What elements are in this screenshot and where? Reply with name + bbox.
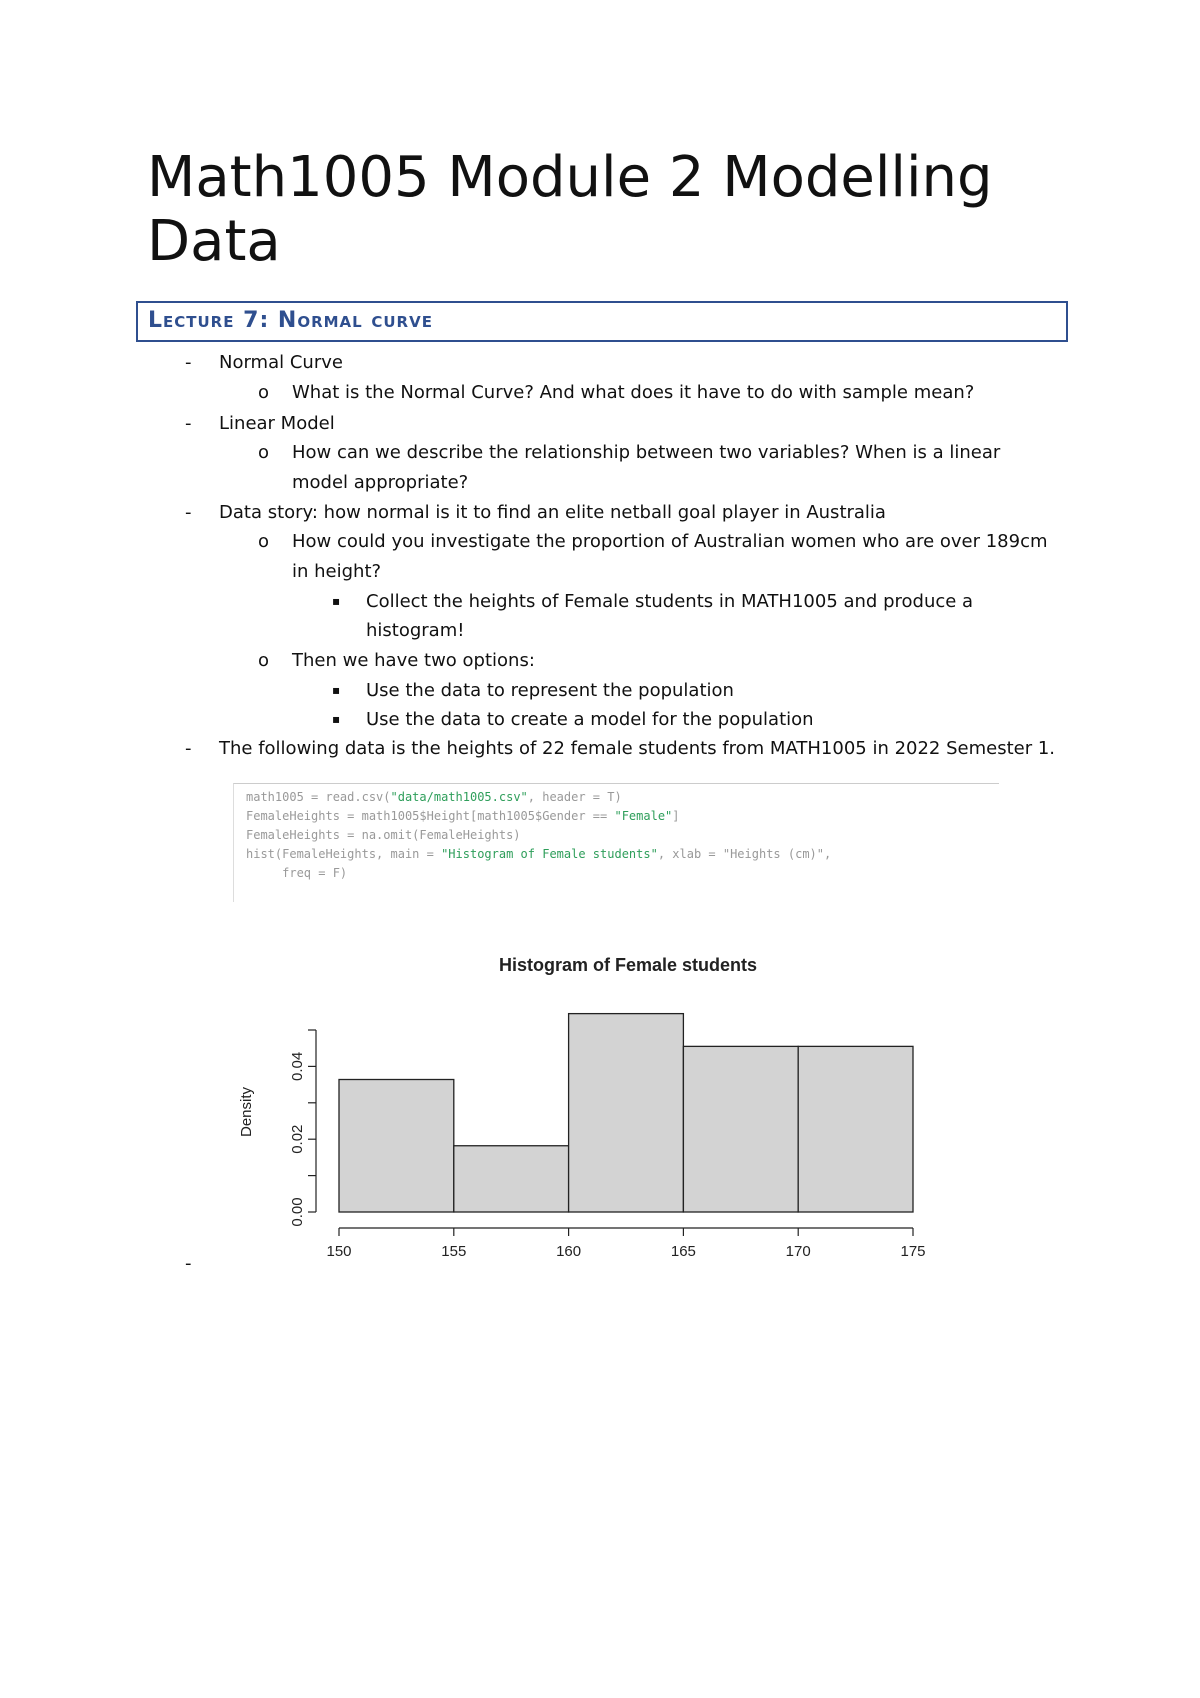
x-tick-label: 155 [441,1243,467,1260]
list-marker: ▪ [332,683,341,697]
code-line: FemaleHeights = na.omit(FemaleHeights) [246,828,521,842]
list-marker: ▪ [332,712,341,726]
list-marker: o [258,650,270,671]
section-heading: Lecture 7: Normal curve [148,308,433,333]
y-axis-label: Density [238,1086,255,1138]
x-tick-label: 150 [326,1243,352,1260]
histogram-chart [218,940,998,1270]
code-line: freq = F) [246,866,348,880]
code-line: math1005 = read.csv("data/math1005.csv", header = T) [246,790,622,804]
y-tick-label: 0.00 [289,1197,306,1227]
list-item-text: in height? [292,561,382,582]
list-marker: o [258,442,270,463]
list-item-text: Linear Model [219,413,335,434]
histogram-bar [683,1046,798,1212]
list-marker: o [258,382,270,403]
chart-title: Histogram of Female students [498,955,758,975]
list-item-text: Use the data to represent the population [366,680,734,701]
list-item-text: How could you investigate the proportion of Australian women who are over 189cm [292,531,1048,552]
list-item-text: Data story: how normal is it to find an elite netball goal player in Australia [219,502,886,523]
list-marker: - [185,738,192,759]
y-tick-label: 0.04 [289,1051,306,1082]
list-item-text: Use the data to create a model for the population [366,709,814,730]
list-marker: o [258,531,270,552]
histogram-bar [454,1146,569,1212]
code-line: hist(FemaleHeights, main = "Histogram of Female students", xlab = "Heights (cm)", [246,847,832,861]
list-marker: - [185,352,192,373]
list-marker: ▪ [332,594,341,608]
list-item-text: model appropriate? [292,472,469,493]
list-item-text: Then we have two options: [292,650,535,671]
list-item-text: Normal Curve [219,352,343,373]
x-tick-label: 165 [670,1243,696,1260]
y-tick-label: 0.02 [289,1124,306,1154]
histogram-bar [569,1014,684,1212]
list-item-text: The following data is the heights of 22 female students from MATH1005 in 2022 Semester 1. [219,738,1056,759]
x-tick-label: 175 [900,1243,926,1260]
code-block [233,783,999,902]
x-tick-label: 160 [556,1243,582,1260]
histogram-bar [798,1046,913,1212]
x-tick-label: 170 [785,1243,811,1260]
histogram-bar [339,1080,454,1212]
list-item-text: How can we describe the relationship between two variables? When is a linear [292,442,1001,463]
list-item-text: histogram! [366,620,465,641]
list-marker: - [185,1253,192,1274]
page-title: Math1005 Module 2 Modelling Data [147,145,993,274]
section-heading-box [136,301,1068,342]
list-marker: - [185,413,192,434]
list-marker: - [185,502,192,523]
code-line: FemaleHeights = math1005$Height[math1005$Gender == "Female"] [246,809,680,823]
list-item-text: What is the Normal Curve? And what does it have to do with sample mean? [292,382,975,403]
histogram-figure [218,940,998,1274]
list-item-text: Collect the heights of Female students in MATH1005 and produce a [366,591,974,612]
